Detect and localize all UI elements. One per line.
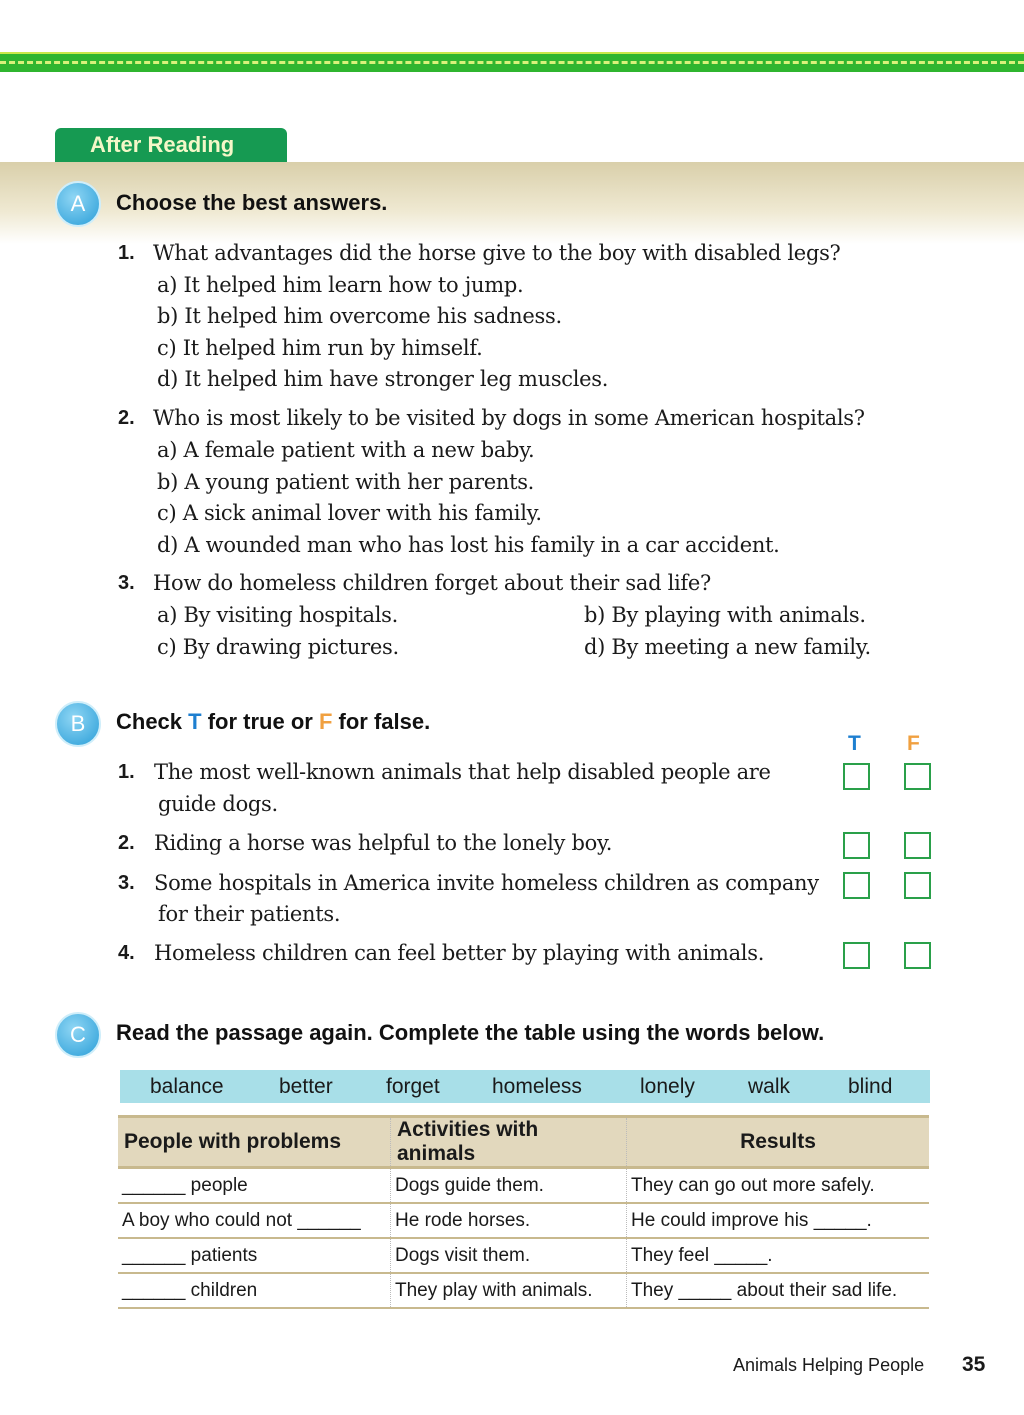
statement-number: 3. [118, 872, 135, 894]
false-checkbox-1[interactable] [904, 763, 931, 790]
section-b-badge: B [55, 701, 101, 747]
question-number: 1. [118, 242, 135, 264]
footer-title: Animals Helping People [733, 1355, 925, 1375]
answer-option[interactable]: d) It helped him have stronger leg muscles. [157, 367, 609, 391]
answer-option[interactable]: a) A female patient with a new baby. [157, 438, 535, 462]
section-b-heading [116, 706, 430, 738]
table-cell[interactable]: He could improve his _____. [627, 1203, 930, 1238]
table-cell: Dogs guide them. [391, 1168, 627, 1204]
answer-option[interactable]: b) By playing with animals. [584, 603, 866, 627]
statement-text: The most well-known animals that help disabled people are [154, 760, 771, 784]
table-cell[interactable]: ______ children [118, 1273, 391, 1308]
false-column-header: F [907, 732, 920, 755]
false-label: F [318, 709, 333, 734]
statement-text: Homeless children can feel better by playing with animals. [154, 941, 765, 965]
table-cell: He rode horses. [391, 1203, 627, 1238]
section-c-badge: C [55, 1012, 101, 1058]
word-bank-item: blind [848, 1075, 893, 1098]
question-text: What advantages did the horse give to the boy with disabled legs? [153, 241, 841, 265]
statement-text: Some hospitals in America invite homeless children as company [154, 871, 819, 895]
section-a-badge: A [55, 181, 101, 227]
heading-text: for true or [201, 709, 319, 734]
true-checkbox-3[interactable] [843, 872, 870, 899]
true-checkbox-4[interactable] [843, 942, 870, 969]
true-checkbox-2[interactable] [843, 832, 870, 859]
answer-option[interactable]: c) It helped him run by himself. [157, 336, 483, 360]
word-bank-item: forget [386, 1075, 440, 1098]
word-bank-item: better [279, 1075, 333, 1098]
statement-number: 2. [118, 832, 135, 854]
statement-number: 1. [118, 761, 135, 783]
word-bank-item: lonely [640, 1075, 695, 1098]
table-cell: Dogs visit them. [391, 1238, 627, 1273]
page-number: 35 [962, 1353, 986, 1376]
word-bank-item: homeless [492, 1075, 582, 1098]
table-cell: They play with animals. [391, 1273, 627, 1308]
answer-option[interactable]: a) It helped him learn how to jump. [157, 273, 524, 297]
answer-option[interactable]: b) It helped him overcome his sadness. [157, 304, 562, 328]
table-cell[interactable]: They _____ about their sad life. [627, 1273, 930, 1308]
answer-option[interactable]: d) By meeting a new family. [584, 635, 871, 659]
decorative-stitch-border [0, 52, 1024, 72]
section-c-heading: Read the passage again. Complete the table using the words below. [116, 1020, 825, 1045]
true-checkbox-1[interactable] [843, 763, 870, 790]
completion-table [118, 1115, 929, 1309]
section-a-heading: Choose the best answers. [116, 190, 388, 215]
true-label: T [188, 709, 202, 734]
table-cell[interactable]: They feel _____. [627, 1238, 930, 1273]
statement-text: guide dogs. [158, 792, 278, 816]
answer-option[interactable]: c) By drawing pictures. [157, 635, 399, 659]
answer-option[interactable]: c) A sick animal lover with his family. [157, 501, 542, 525]
table-row [118, 1273, 929, 1308]
word-bank-item: balance [150, 1075, 224, 1098]
false-checkbox-3[interactable] [904, 872, 931, 899]
false-checkbox-4[interactable] [904, 942, 931, 969]
table-row [118, 1238, 929, 1273]
true-column-header: T [848, 732, 861, 755]
table-header-row [118, 1117, 929, 1168]
question-number: 2. [118, 407, 135, 429]
word-bank [120, 1070, 930, 1103]
answer-option[interactable]: a) By visiting hospitals. [157, 603, 398, 627]
table-cell[interactable]: ______ people [118, 1168, 391, 1204]
heading-text: Check [116, 709, 189, 734]
statement-text: Riding a horse was helpful to the lonely boy. [154, 831, 613, 855]
word-bank-item: walk [748, 1075, 791, 1098]
column-header: Results [627, 1117, 930, 1168]
heading-text: for false. [332, 709, 431, 734]
table-cell[interactable]: ______ patients [118, 1238, 391, 1273]
answer-option[interactable]: b) A young patient with her parents. [157, 470, 535, 494]
table-row [118, 1168, 929, 1204]
statement-text: for their patients. [158, 902, 341, 926]
answer-option[interactable]: d) A wounded man who has lost his family in a car accident. [157, 533, 780, 557]
table-cell: They can go out more safely. [627, 1168, 930, 1204]
column-header: Activities with animals [391, 1117, 627, 1168]
question-number: 3. [118, 572, 135, 594]
false-checkbox-2[interactable] [904, 832, 931, 859]
table-cell[interactable]: A boy who could not ______ [118, 1203, 391, 1238]
statement-number: 4. [118, 942, 135, 964]
question-text: How do homeless children forget about their sad life? [153, 571, 711, 595]
after-reading-tab: After Reading [55, 128, 287, 162]
question-text: Who is most likely to be visited by dogs in some American hospitals? [153, 406, 865, 430]
table-row [118, 1203, 929, 1238]
column-header: People with problems [118, 1117, 391, 1168]
